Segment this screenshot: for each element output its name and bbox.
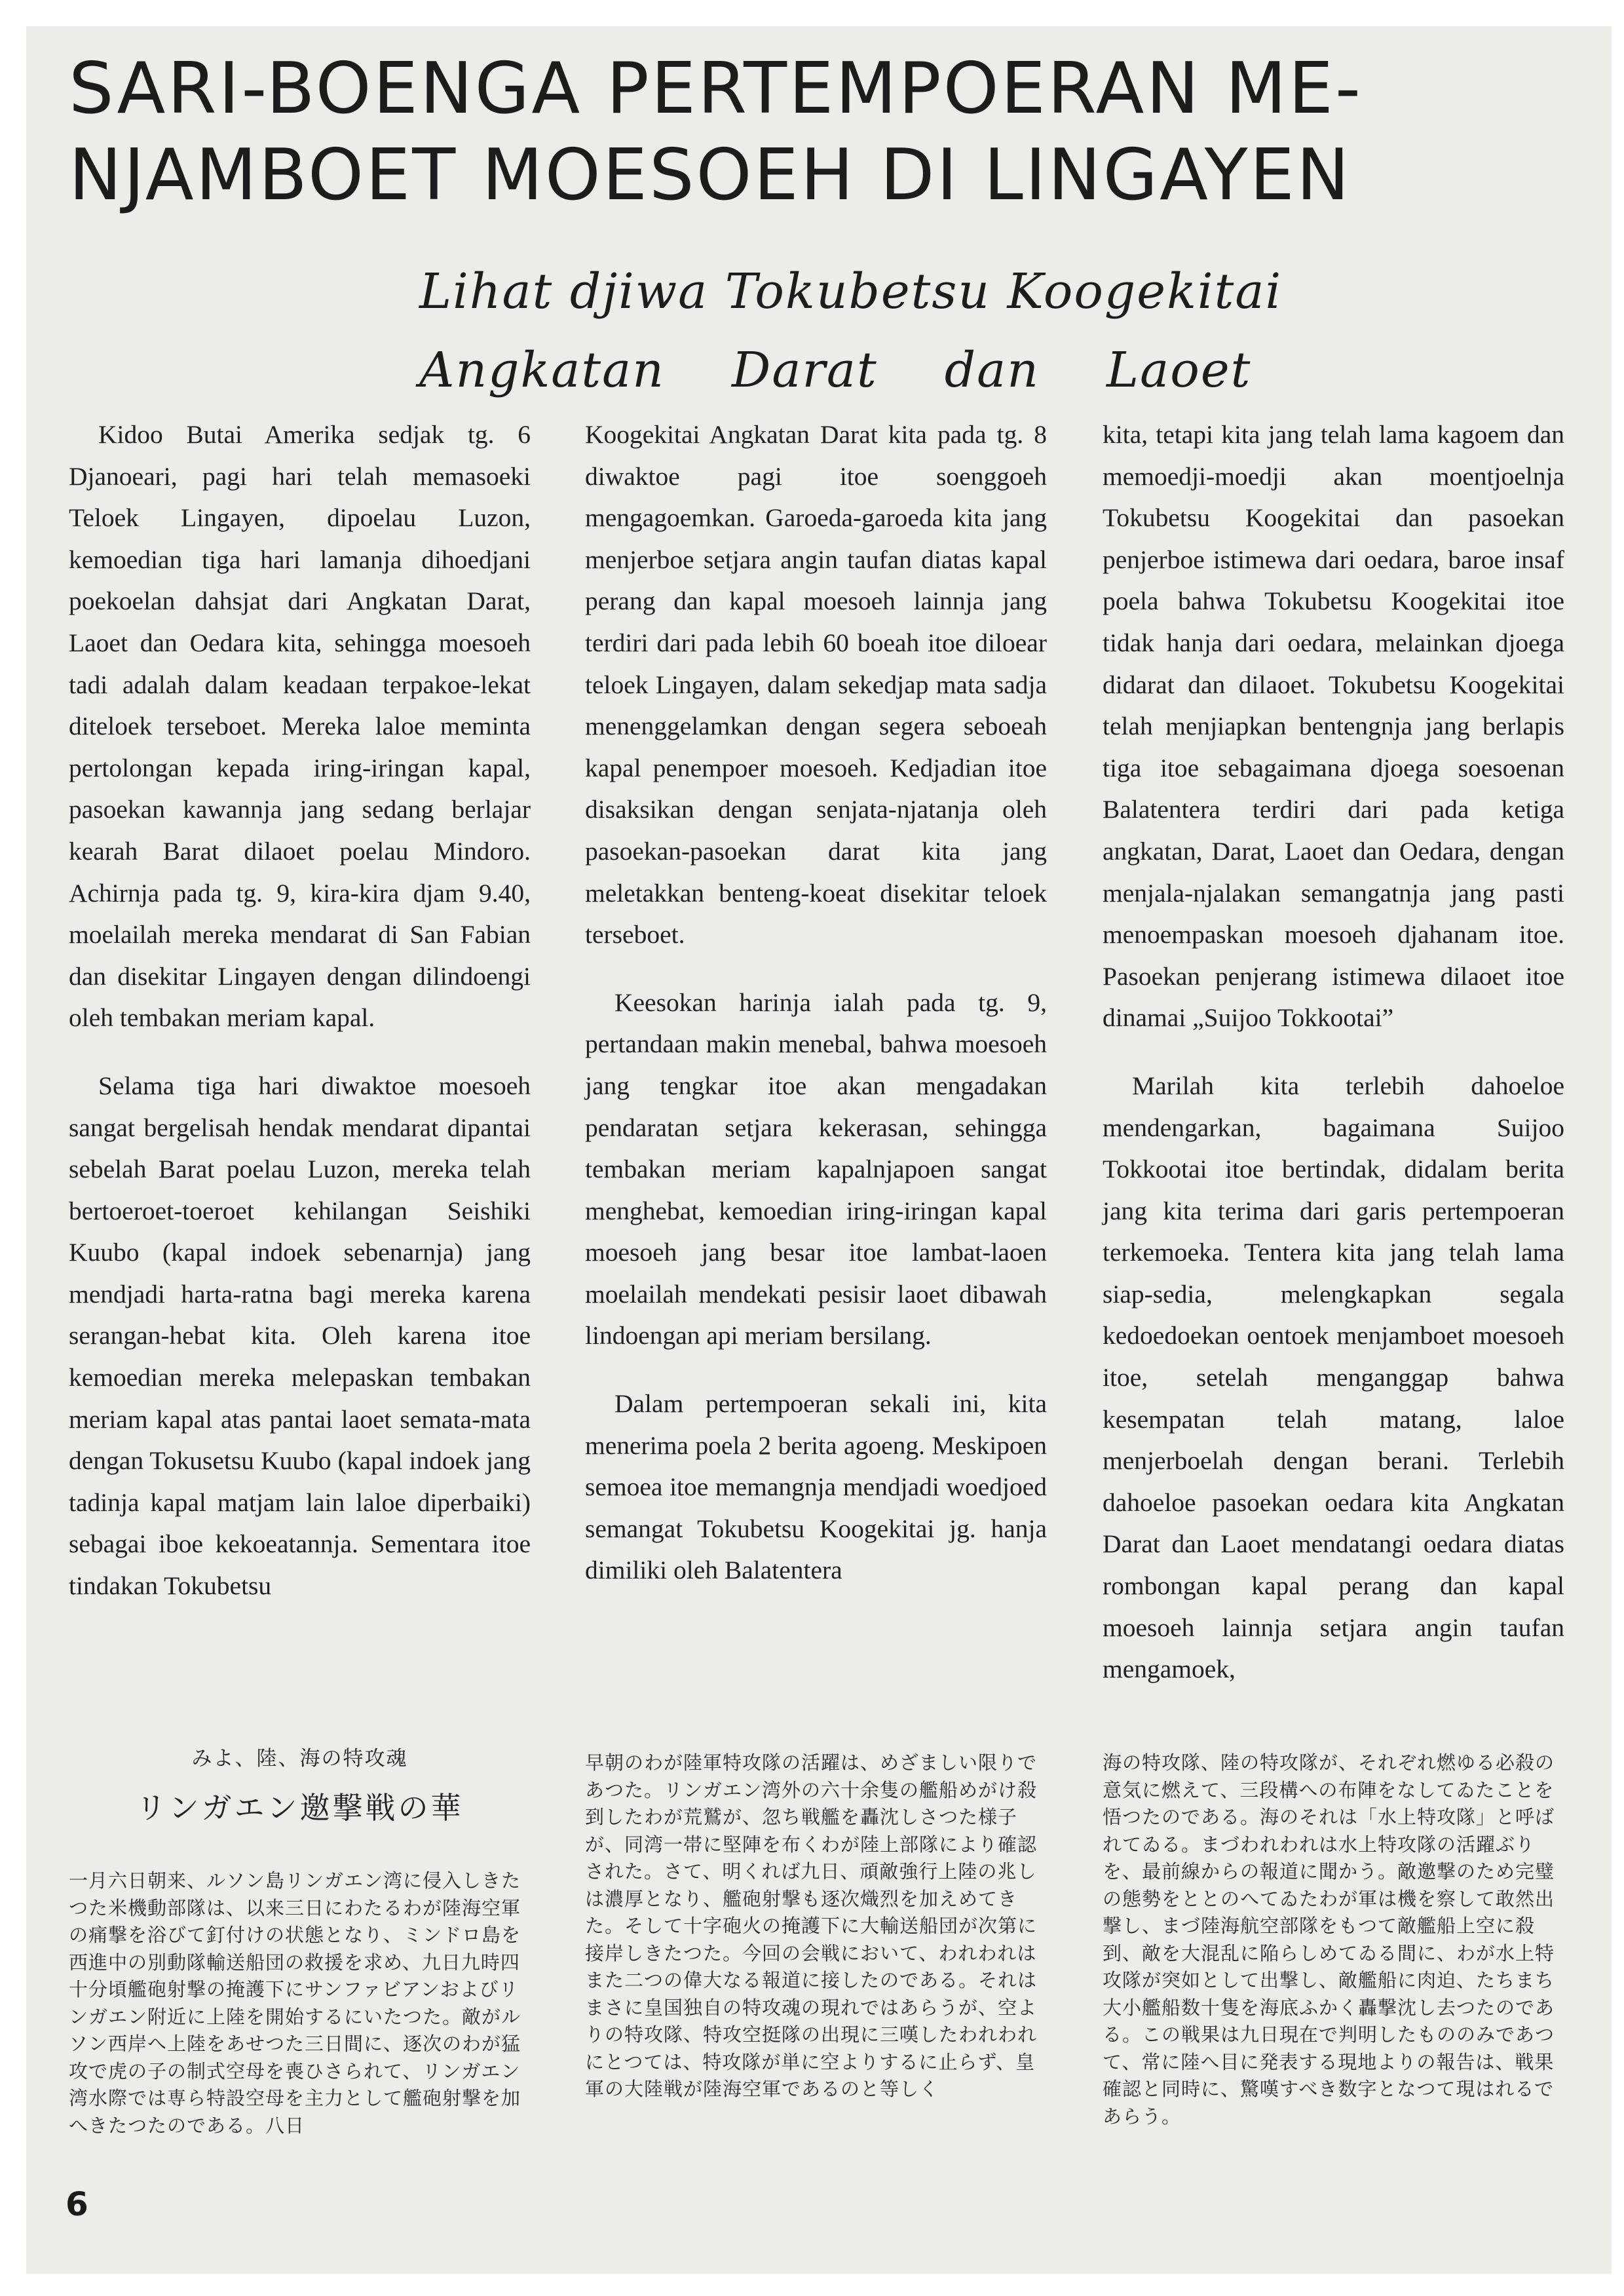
paragraph: Kidoo Butai Amerika sedjak tg. 6 Djanoeari, pagi hari telah memasoeki Teloek Lingayen, dipoelau Luzon, kemoedian tiga hari lamanja dihoedjani poekoelan dahsjat dari Angkatan Darat, Laoet dan Oedara kita, sehingga moesoeh tadi adalah dalam keadaan terpakoe-lekat diteloek terseboet. Mereka laloe meminta pertolongan kepada iring-iringan kapal, pasoekan kawannja jang sedang berlajar kearah Barat dilaoet poelau Mindoro. Achirnja pada tg. 9, kira-kira djam 9.40, moelailah mereka mendarat di San Fabian dan disekitar Lingayen dengan dilindoengi oleh tembakan meriam kapal. [69, 420, 531, 1033]
paragraph: Marilah kita terlebih dahoeloe mendengarkan, bagaimana Suijoo Tokkootai itoe bertindak, didalam berita jang kita terima dari garis pertempoeran terkemoeka. Tentera kita jang telah lama siap-sedia, melengkapkan segala kedoedoekan oentoek menjamboet moesoeh itoe, setelah menganggap bahwa kesempatan telah matang, laloe menjerboelah dengan berani. Terlebih dahoeloe pasoekan oedara kita Angkatan Darat dan Laoet mendatangi oedara diatas rombongan kapal perang dan kapal moesoeh lainnja setjara angin taufan mengamoek, [1103, 1071, 1564, 1684]
japanese-paragraph: 海の特攻隊、陸の特攻隊が、それぞれ燃ゆる必殺の意気に燃えて、三段構への布陣をなしてゐたことを悟つたのである。海のそれは「水上特攻隊」と呼ばれてゐる。まづわれわれは水上特攻隊の活躍ぶりを、最前線からの報道に聞かう。敵邀撃のため完璧の態勢をととのへてゐたわが軍は機を察して敢然出撃し、まづ陸海航空部隊をもつて敵艦船上空に殺到、敵を大混乱に陥らしめてゐる間に、わが水上特攻隊が突如として出撃し、敵艦船に肉迫、たちまち大小艦船数十隻を海底ふかく轟撃沈し去つたのである。この戦果は九日現在で判明したもののみであつて、常に陸へ目に発表する現地よりの報告は、戦果確認と同時に、驚嘆すべき数字となつて現はれるであらう。 [1103, 1751, 1555, 2128]
subtitle-line-1: Lihat djiwa Tokubetsu Koogekitai [419, 263, 1283, 320]
paragraph: Dalam pertempoeran sekali ini, kita menerima poela 2 berita agoeng. Meskipoen semoea itoe memangnja mendjadi woedjoed semangat Tokubetsu Koogekitai jg. hanja dimiliki oleh Balatentera [585, 1389, 1047, 1585]
article-subtitle [419, 252, 1336, 410]
paragraph: Keesokan harinja ialah pada tg. 9, pertandaan makin menebal, bahwa moesoeh jang tengkar itoe akan mengadakan pendaratan setjara kekerasan, sehingga tembakan meriam kapalnjapoen sangat menghebat, kemoedian iring-iringan kapal moesoeh jang besar itoe lambat-laoen moelailah mendekati pesisir laoet dibawah lindoengan api meriam bersilang. [585, 987, 1047, 1350]
japanese-paragraph: 一月六日朝来、ルソン島リンガエン湾に侵入しきたつた米機動部隊は、以来三日にわたるわが陸海空軍の痛撃を浴びて釘付けの状態となり、ミンドロ島を西進中の別動隊輸送船団の救援を求め、九日九時四十分頃艦砲射撃の掩護下にサンファビアンおよびリンガエン附近に上陸を開始するにいたつた。敵がルソン西岸へ上陸をあせつた三日間に、逐次のわが猛攻で虎の子の制式空母を喪ひさられて、リンガエン湾水際では専ら特設空母を主力として艦砲射撃を加へきたつたのである。八日 [69, 1869, 521, 2137]
page-number: 6 [66, 2185, 88, 2223]
paragraph: Selama tiga hari diwaktoe moesoeh sangat bergelisah hendak mendarat dipantai sebelah Barat poelau Luzon, mereka telah bertoeroet-toeroet kehilangan Seishiki Kuubo (kapal indoek sebenarnja) jang mendjadi harta-ratna bagi mereka karena serangan-hebat kita. Oleh karena itoe kemoedian mereka melepaskan tembakan meriam kapal atas pantai laoet semata-mata dengan Tokusetsu Kuubo (kapal indoek jang tadinja kapal matjam lain laloe diperbaiki) sebagai iboe kekoeatannja. Sementara itoe tindakan Tokubetsu [69, 1071, 531, 1601]
paragraph: kita, tetapi kita jang telah lama kagoem dan memoedji-moedji akan moentjoelnja Tokubetsu Koogekitai dan pasoekan penjerboe istimewa dari oedara, baroe insaf poela bahwa Tokubetsu Koogekitai itoe tidak hanja dari oedara, melainkan djoega didarat dan dilaoet. Tokubetsu Koogekitai telah menjiapkan bentengnja jang berlapis tiga itoe sebagaimana djoega soesoenan Balatentera terdiri dari pada ketiga angkatan, Darat, Laoet dan Oedara, dengan menjala-njalakan semangatnja jang pasti menoempaskan moesoeh djahanam itoe. Pasoekan penjerang istimewa dilaoet itoe dinamai „Suijoo Tokkootai” [1103, 420, 1564, 1033]
headline-line-1: SARI-BOENGA PERTEMPOERAN ME- [69, 48, 1363, 130]
japanese-column-2 [585, 1750, 1047, 2103]
headline-line-2: NJAMBOET MOESOEH DI LINGAYEN [69, 134, 1351, 216]
text-column-2 [585, 414, 1047, 1618]
japanese-heading [69, 1744, 531, 1831]
text-column-3 [1103, 414, 1564, 1717]
text-column-1 [69, 414, 531, 1634]
paragraph: Koogekitai Angkatan Darat kita pada tg. 8 diwaktoe pagi itoe soenggoeh mengagoemkan. Garoeda-garoeda kita jang menjerboe setjara angin taufan diatas kapal perang dan kapal moesoeh lainnja jang terdiri dari pada lebih 60 boeah itoe diloear teloek Lingayen, dalam sekedjap mata sadja menenggelamkan dengan segera seboeah kapal penempoer moesoeh. Kedjadian itoe disaksikan dengan senjata-njatanja oleh pasoekan-pasoekan darat kita jang meletakkan benteng-koeat disekitar teloek terseboet. [585, 420, 1047, 949]
japanese-column-1 [69, 1867, 531, 2139]
japanese-column-3 [1103, 1750, 1564, 2130]
japanese-title: リンガエン邀撃戦の華 [136, 1790, 464, 1826]
article-headline [69, 46, 1562, 219]
japanese-paragraph: 早朝のわが陸軍特攻隊の活躍は、めざましい限りであつた。リンガエン湾外の六十余隻の艦船めがけ殺到したわが荒鷲が、忽ち戦艦を轟沈しさつた様子が、同湾一帯に堅陣を布くわが陸上部隊により確認された。さて、明くれば九日、頑敵強行上陸の兆しは濃厚となり、艦砲射撃も逐次熾烈を加えめてきた。そして十字砲火の掩護下に大輸送船団が次第に接岸しきたつた。今回の会戦において、われわれはまた二つの偉大なる報道に接したのである。それはまさに皇国独自の特攻魂の現れではあらうが、空よりの特攻隊、特攻空挺隊の出現に三嘆したわれわれにとつては、特攻隊が単に空よりするに止らず、皇軍の大陸戦が陸海空軍であるのと等しく [585, 1751, 1038, 2100]
subtitle-line-2: Angkatan Darat dan Laoet [419, 342, 1252, 398]
japanese-kicker: みよ、陸、海の特攻魂 [191, 1747, 408, 1770]
